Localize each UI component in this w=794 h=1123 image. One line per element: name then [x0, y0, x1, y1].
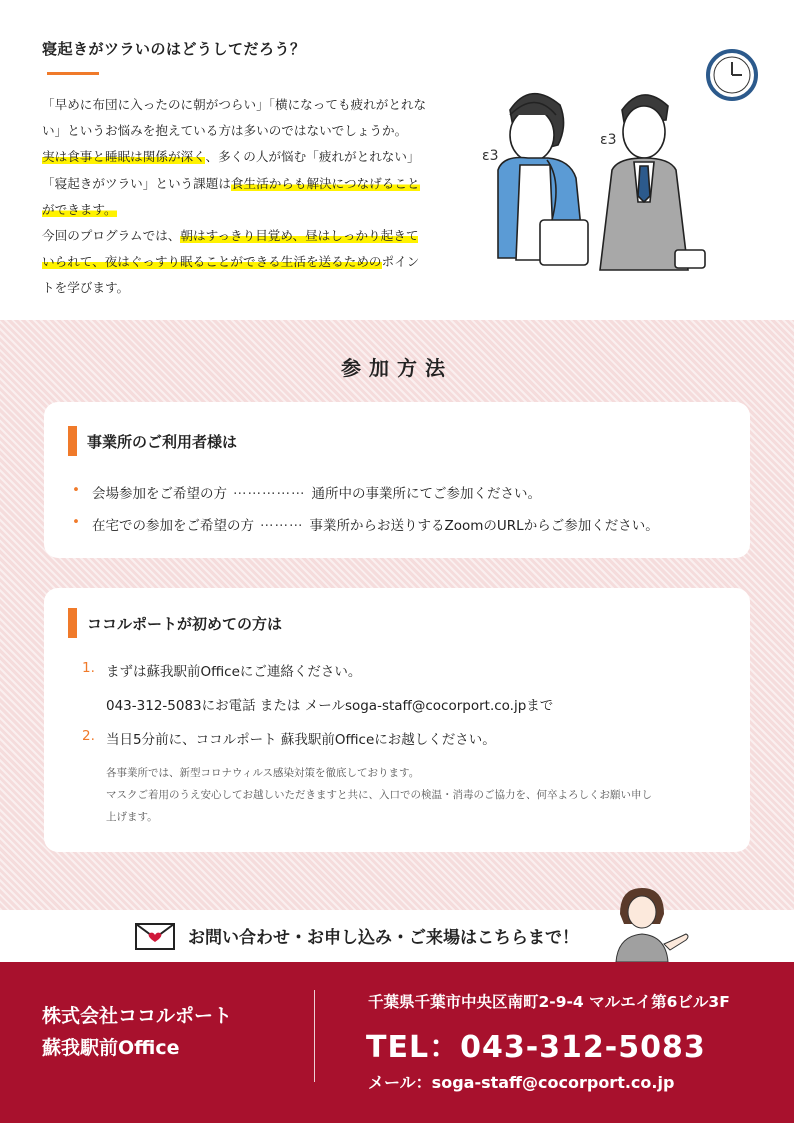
- footer-company-block: [42, 1000, 232, 1064]
- users-card-heading: [68, 426, 237, 456]
- intro-line: [42, 92, 462, 118]
- envelope-heart-icon: [134, 920, 176, 952]
- intro-line: [42, 249, 462, 275]
- intro-line: [42, 171, 462, 197]
- note-line: 各事業所では、新型コロナウィルス感染対策を徹底しております。: [106, 767, 420, 779]
- list-item-leader: ……………: [233, 482, 306, 498]
- svg-text:ε3: ε3: [482, 148, 499, 164]
- footer-divider: [314, 990, 315, 1082]
- first-time-heading-text: ココルポートが初めての方は: [87, 614, 283, 633]
- intro-text: 「寝起きがツラい」という課題は: [42, 175, 231, 191]
- intro-line: [42, 197, 462, 223]
- office-name: 蘇我駅前Office: [42, 1037, 180, 1059]
- intro-body: [42, 92, 462, 302]
- footer-tel[interactable]: TEL：043-312-5083: [366, 1030, 706, 1065]
- highlighted-text: 実は食事と睡眠は関係が深く: [42, 149, 206, 165]
- intro-text: 「早めに布団に入ったのに朝がつらい」「横になっても疲れがとれな: [42, 97, 427, 112]
- list-item-text: 事業所からお送りするZoomのURLからご参加ください。: [309, 518, 659, 534]
- highlighted-text: 食生活からも解決につなげること: [230, 175, 420, 191]
- intro-text: い」というお悩みを抱えている方は多いのではないでしょうか。: [42, 123, 408, 139]
- highlighted-text: ができます。: [42, 201, 117, 217]
- users-heading-text: 事業所のご利用者様は: [87, 432, 238, 451]
- step-text: まずは蘇我駅前Officeにご連絡ください。: [106, 664, 362, 680]
- intro-section: [0, 0, 794, 320]
- footer-mail[interactable]: メール：soga-staff@cocorport.co.jp: [368, 1073, 675, 1092]
- clock-icon: [708, 51, 756, 99]
- heading-accent-bar: [68, 426, 77, 456]
- bullet-icon: •: [72, 482, 80, 498]
- highlighted-text: いられて、夜はぐっすり眠ることができる生活を送るための: [42, 254, 382, 270]
- note-line: 上げます。: [106, 811, 158, 823]
- list-item: [72, 482, 541, 502]
- intro-text: トを学びます。: [42, 280, 130, 296]
- company-name: 株式会社ココルポート: [42, 1005, 233, 1027]
- list-item-text: 通所中の事業所にてご参加ください。: [311, 486, 541, 502]
- note-line: マスクご着用のうえ安心してお越しいただきますと共に、入口での検温・消毒のご協力を、何卒よろしくお願い申し: [106, 789, 652, 801]
- list-item-leader: ………: [260, 514, 304, 530]
- list-item-label: 会場参加をご希望の方: [92, 486, 227, 502]
- step-1: [82, 660, 361, 680]
- contact-banner-text: お問い合わせ・お申し込み・ご来場はこちらまで！: [188, 928, 579, 948]
- step-number: 1.: [82, 660, 95, 676]
- intro-line: [42, 144, 462, 170]
- list-item-label: 在宅での参加をご希望の方: [92, 518, 254, 534]
- woman-figure: [482, 94, 588, 265]
- intro-text: 、多くの人が悩む「疲れがとれない」: [205, 149, 420, 165]
- footer-address: 千葉県千葉市中央区南町2-9-4 マルエイ第6ビル3F: [368, 993, 730, 1011]
- intro-title: 寝起きがツラいのはどうしてだろう？: [42, 40, 306, 58]
- highlighted-text: 朝はすっきり目覚め、昼はしっかり起きて: [180, 228, 419, 244]
- man-figure: [600, 95, 705, 270]
- staff-woman-illustration: [608, 884, 690, 962]
- list-item: [72, 514, 659, 534]
- users-card: [44, 402, 750, 558]
- intro-line: [42, 275, 462, 301]
- first-time-card-heading: [68, 608, 282, 638]
- intro-text: 今回のプログラムでは、: [42, 228, 181, 244]
- step-text: 当日5分前に、ココルポート 蘇我駅前Officeにお越しください。: [106, 732, 496, 748]
- intro-line: [42, 118, 462, 144]
- heading-accent-bar: [68, 608, 77, 638]
- participation-title: 参加方法: [341, 356, 453, 380]
- covid-note: [106, 762, 726, 828]
- intro-line: [42, 223, 462, 249]
- first-time-card: [44, 588, 750, 852]
- tired-people-illustration: [470, 40, 770, 280]
- step-number: 2.: [82, 728, 95, 744]
- svg-text:ε3: ε3: [600, 132, 617, 148]
- bullet-icon: •: [72, 514, 80, 530]
- step-2: [82, 728, 496, 748]
- intro-title-rule: [47, 72, 99, 75]
- step-1-contact: 043-312-5083にお電話 または メールsoga-staff@cocorport.co.jpまで: [106, 698, 554, 714]
- intro-text: ポイン: [381, 254, 420, 270]
